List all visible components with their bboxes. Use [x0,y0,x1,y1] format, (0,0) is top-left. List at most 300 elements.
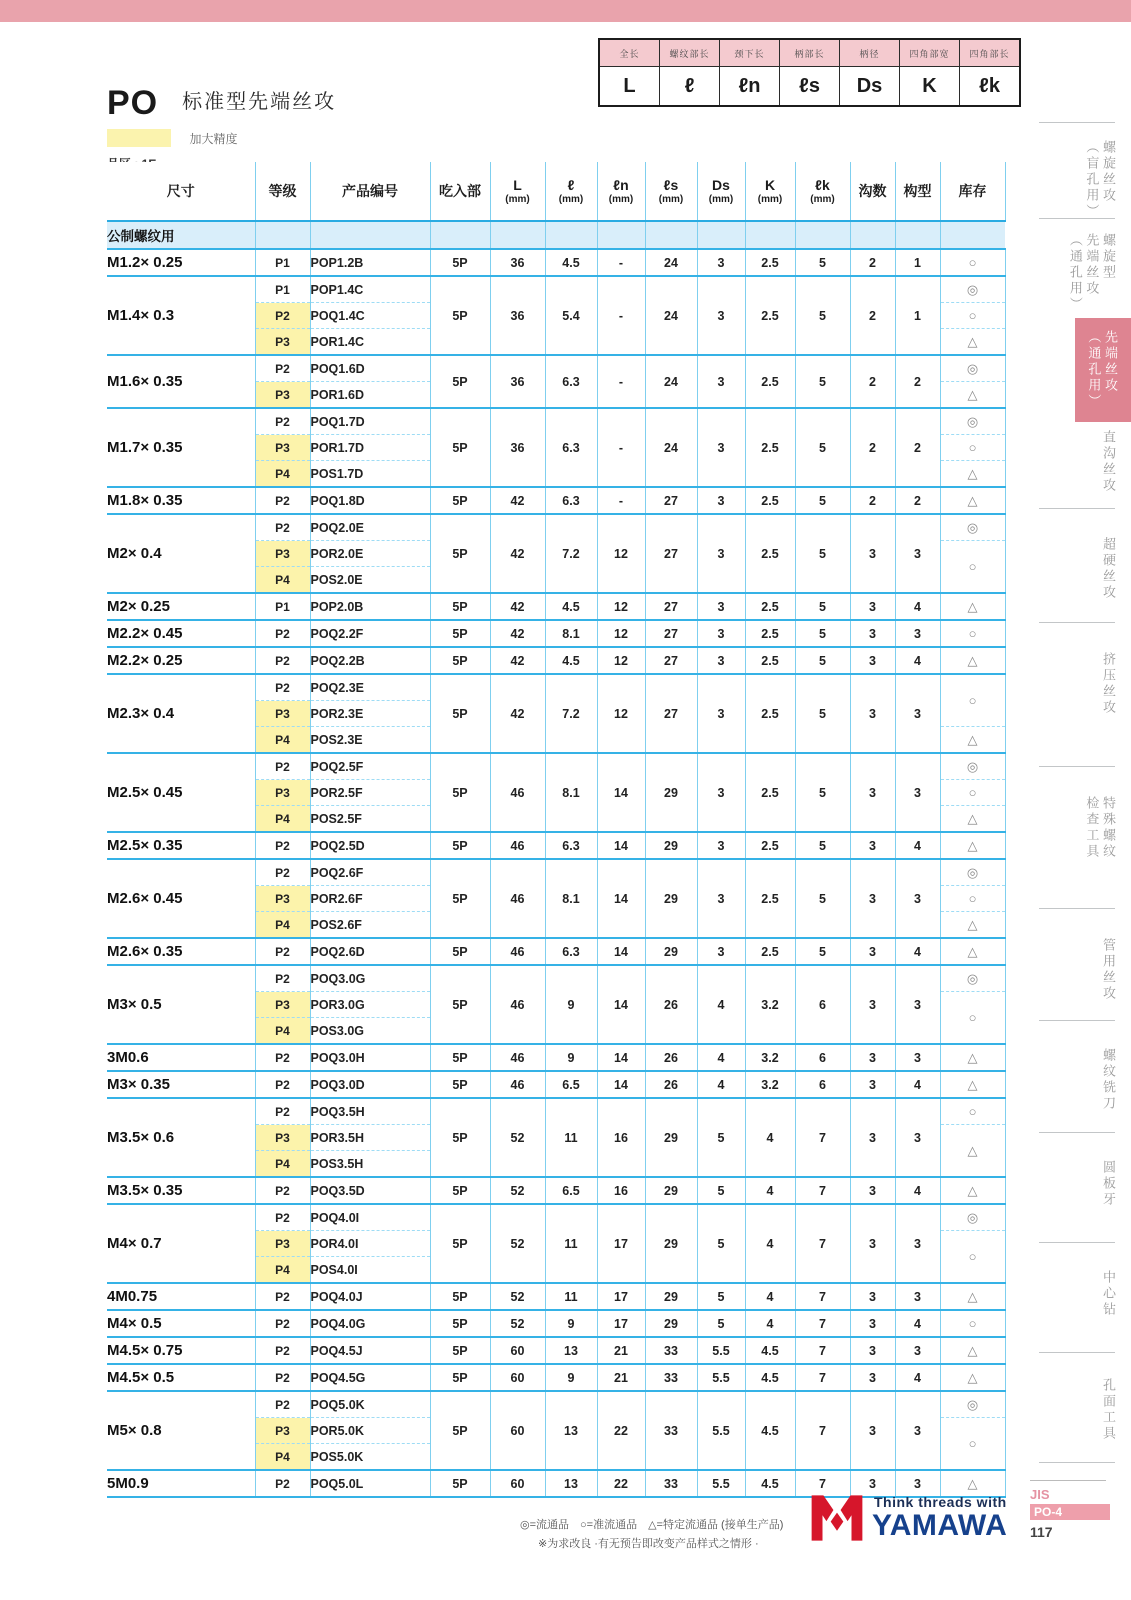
value-cell: 8.1 [545,753,597,832]
value-cell: 27 [645,487,697,514]
stock-symbol: △ [940,1071,1005,1098]
legend-label: 柄部长 [780,39,840,67]
value-cell: 9 [545,1364,597,1391]
sidebar-divider [1039,1242,1115,1243]
table-row [107,859,1005,886]
value-cell: 27 [645,674,697,753]
product-code-cell: POR3.5H [310,1125,430,1151]
value-cell: 6.3 [545,487,597,514]
sidebar-divider [1039,1352,1115,1353]
sidebar-tab-12 [1099,1378,1117,1442]
product-code-cell: POS5.0K [310,1444,430,1471]
value-cell: 5P [430,647,490,674]
value-cell: 5 [795,647,850,674]
value-cell: 46 [490,859,545,938]
table-row [107,514,1005,541]
value-cell: 5.5 [697,1391,745,1470]
grade-cell: P2 [255,647,310,674]
product-code-cell: POR3.0G [310,992,430,1018]
value-cell: 3 [697,514,745,593]
section-cell [430,221,490,249]
value-cell: 4 [745,1177,795,1204]
spec-table-body [107,221,1005,1497]
value-cell: 14 [597,753,645,832]
value-cell: 5 [795,276,850,355]
stock-symbol: ○ [940,303,1005,329]
value-cell: 2 [895,355,940,408]
value-cell: 5 [697,1283,745,1310]
dimension-legend-table [598,38,1021,107]
value-cell: 33 [645,1391,697,1470]
stock-symbol: ○ [940,541,1005,594]
value-cell: 2.5 [745,355,795,408]
stock-symbol: △ [940,647,1005,674]
value-cell: 2.5 [745,487,795,514]
stock-symbol: ◎ [940,408,1005,435]
value-cell: 7 [795,1204,850,1283]
grade-cell: P3 [255,1231,310,1257]
value-cell: 14 [597,938,645,965]
value-cell: 4 [745,1310,795,1337]
sidebar-tab-text: 先端丝攻 [1103,330,1118,394]
value-cell: 3 [850,1364,895,1391]
size-cell: 3M0.6 [107,1044,255,1071]
value-cell: 5P [430,1391,490,1470]
product-code-cell: POQ2.6F [310,859,430,886]
sidebar-tab-text: 圆板牙 [1101,1160,1116,1208]
column-header [850,162,895,221]
table-row [107,1364,1005,1391]
grade-cell: P2 [255,859,310,886]
value-cell: 42 [490,593,545,620]
value-cell: 2 [850,249,895,276]
table-row [107,1044,1005,1071]
value-cell: 6.5 [545,1177,597,1204]
section-cell [850,221,895,249]
size-cell: M1.2× 0.25 [107,249,255,276]
sidebar-tab-4 [1099,430,1117,494]
section-cell: 公制螺纹用 [107,221,255,249]
grade-cell: P4 [255,1444,310,1471]
size-cell: M2.3× 0.4 [107,674,255,753]
value-cell: 4 [895,1310,940,1337]
column-header-label: 尺寸 [166,183,195,199]
value-cell: 24 [645,408,697,487]
value-cell: 7 [795,1391,850,1470]
value-cell: 26 [645,1044,697,1071]
value-cell: 9 [545,1044,597,1071]
value-cell: 3 [850,1391,895,1470]
value-cell: 5P [430,832,490,859]
value-cell: 4 [895,832,940,859]
value-cell: 3.2 [745,1044,795,1071]
value-cell: 46 [490,1044,545,1071]
value-cell: 4 [745,1204,795,1283]
page-title: 标准型先端丝攻 [182,91,337,113]
sidebar-divider [1039,508,1115,509]
sidebar-tab-text: （通孔用） [1067,233,1083,313]
value-cell: 12 [597,593,645,620]
value-cell: 7.2 [545,674,597,753]
sidebar-divider [1039,908,1115,909]
value-cell: 6.3 [545,355,597,408]
value-cell: 14 [597,965,645,1044]
stock-legend-note [520,1516,820,1553]
value-cell: 3 [697,859,745,938]
value-cell: 4.5 [545,249,597,276]
product-code-cell: POQ2.5D [310,832,430,859]
sidebar-divider [1039,622,1115,623]
table-row [107,832,1005,859]
size-cell: M2.6× 0.35 [107,938,255,965]
size-cell: M2.2× 0.25 [107,647,255,674]
sidebar-tab-text: 特殊螺纹 [1101,796,1116,860]
value-cell: 42 [490,620,545,647]
legend-label: 颈下长 [720,39,780,67]
column-header-label: ℓ [567,177,575,193]
grade-cell: P3 [255,1125,310,1151]
value-cell: 5P [430,1204,490,1283]
value-cell: 3 [850,1177,895,1204]
size-cell: 5M0.9 [107,1470,255,1497]
section-cell [940,221,1005,249]
value-cell: 29 [645,753,697,832]
value-cell: 9 [545,965,597,1044]
value-cell: 5.5 [697,1337,745,1364]
size-cell: M3× 0.5 [107,965,255,1044]
value-cell: 36 [490,408,545,487]
sidebar-tab-text: 孔面工具 [1101,1378,1116,1442]
size-cell: M1.7× 0.35 [107,408,255,487]
product-code-cell: POQ3.0H [310,1044,430,1071]
value-cell: 5P [430,1364,490,1391]
value-cell: 2.5 [745,647,795,674]
grade-cell: P4 [255,461,310,488]
column-header [745,162,795,221]
value-cell: 5P [430,355,490,408]
value-cell: 21 [597,1364,645,1391]
value-cell: 29 [645,1310,697,1337]
legend-label: 螺纹部长 [660,39,720,67]
value-cell: 60 [490,1470,545,1497]
column-header [545,162,597,221]
stock-symbol: ○ [940,992,1005,1045]
value-cell: 22 [597,1391,645,1470]
value-cell: 4 [697,1044,745,1071]
size-cell: M3.5× 0.35 [107,1177,255,1204]
value-cell: 12 [597,647,645,674]
product-code-cell: POQ2.2B [310,647,430,674]
value-cell: 42 [490,647,545,674]
size-cell: M2.5× 0.35 [107,832,255,859]
value-cell: 5 [795,753,850,832]
value-cell: 2 [895,408,940,487]
value-cell: 52 [490,1177,545,1204]
grade-cell: P4 [255,912,310,939]
brand-block [808,1488,1023,1550]
grade-cell: P3 [255,382,310,409]
product-code-cell: POR2.0E [310,541,430,567]
legend-symbol: ℓ [660,67,720,107]
stock-symbol: ◎ [940,965,1005,992]
stock-symbol: △ [940,487,1005,514]
grade-cell: P1 [255,593,310,620]
stock-symbol: ◎ [940,859,1005,886]
stock-symbol: ◎ [940,1391,1005,1418]
column-header-unit: (mm) [558,194,584,205]
table-row [107,593,1005,620]
grade-cell: P2 [255,938,310,965]
product-code-cell: POR5.0K [310,1418,430,1444]
product-code-cell: POR4.0I [310,1231,430,1257]
value-cell: 14 [597,832,645,859]
column-header-unit: (mm) [810,194,835,205]
value-cell: 33 [645,1470,697,1497]
value-cell: 24 [645,355,697,408]
column-header [940,162,1005,221]
table-row [107,1283,1005,1310]
column-header [895,162,940,221]
value-cell: 22 [597,1470,645,1497]
product-code-cell: POQ1.6D [310,355,430,382]
value-cell: 33 [645,1364,697,1391]
value-cell: 5P [430,965,490,1044]
value-cell: 5.4 [545,276,597,355]
improvement-note: ※为求改良 ·有无预告即改变产品样式之情形 · [538,1537,759,1550]
sidebar-divider [1039,1020,1115,1021]
value-cell: - [597,408,645,487]
column-header [107,162,255,221]
column-header-unit: (mm) [608,194,634,205]
value-cell: 5 [795,620,850,647]
spec-table [107,162,1006,1498]
value-cell: 3 [697,647,745,674]
value-cell: 16 [597,1098,645,1177]
table-row [107,938,1005,965]
value-cell: 6 [795,1071,850,1098]
column-header-unit: (mm) [708,194,734,205]
value-cell: 5P [430,593,490,620]
product-code-cell: POQ4.0J [310,1283,430,1310]
section-cell [795,221,850,249]
grade-cell: P2 [255,408,310,435]
value-cell: 3.2 [745,965,795,1044]
product-code-cell: POP1.2B [310,249,430,276]
sidebar-tab-text: 螺纹铣刀 [1101,1048,1116,1112]
value-cell: 3 [697,355,745,408]
value-cell: 3 [697,753,745,832]
value-cell: 3 [850,1310,895,1337]
value-cell: 3 [895,1204,940,1283]
stock-symbol: △ [940,382,1005,409]
value-cell: 5 [795,249,850,276]
stock-symbol: △ [940,938,1005,965]
table-row [107,1337,1005,1364]
value-cell: 3 [850,620,895,647]
value-cell: 4 [895,1364,940,1391]
value-cell: 2.5 [745,593,795,620]
stock-symbol: ◎ [940,355,1005,382]
legend-symbol: ℓs [780,67,840,107]
sidebar-tab-11 [1099,1270,1117,1318]
table-row [107,1204,1005,1231]
value-cell: 2 [895,487,940,514]
stock-symbol: △ [940,806,1005,833]
top-accent-bar [0,0,1131,22]
value-cell: 3 [697,487,745,514]
table-row [107,1098,1005,1125]
product-code-cell: POR1.6D [310,382,430,409]
grade-cell: P1 [255,276,310,303]
grade-cell: P3 [255,329,310,356]
value-cell: 3 [850,1071,895,1098]
stock-symbol: ◎ [940,276,1005,303]
value-cell: 5P [430,487,490,514]
grade-cell: P2 [255,1044,310,1071]
sidebar-tab-10 [1099,1160,1117,1208]
value-cell: 24 [645,249,697,276]
grade-cell: P2 [255,1310,310,1337]
stock-symbol: ○ [940,886,1005,912]
value-cell: 3 [850,1098,895,1177]
value-cell: 21 [597,1337,645,1364]
value-cell: 5.5 [697,1470,745,1497]
value-cell: 3 [850,1470,895,1497]
value-cell: 5 [795,408,850,487]
product-code-cell: POS2.0E [310,567,430,594]
value-cell: 4 [895,593,940,620]
value-cell: 46 [490,753,545,832]
stock-symbol: ◎ [940,1204,1005,1231]
value-cell: 4.5 [745,1391,795,1470]
section-row [107,221,1005,249]
value-cell: 5P [430,1470,490,1497]
grade-cell: P2 [255,1283,310,1310]
grade-cell: P4 [255,727,310,754]
value-cell: 11 [545,1283,597,1310]
value-cell: 5.5 [697,1364,745,1391]
sidebar-tab-text: 螺旋丝攻 [1101,140,1116,204]
grade-cell: P2 [255,965,310,992]
size-cell: M4× 0.5 [107,1310,255,1337]
value-cell: 16 [597,1177,645,1204]
product-code-cell: POQ3.5D [310,1177,430,1204]
value-cell: 4.5 [745,1337,795,1364]
section-cell [255,221,310,249]
legend-label: 全长 [599,39,660,67]
grade-cell: P4 [255,1257,310,1284]
value-cell: 4 [895,1177,940,1204]
stock-symbol: △ [940,832,1005,859]
value-cell: 4.5 [545,593,597,620]
value-cell: 3 [850,1204,895,1283]
column-header [490,162,545,221]
grade-cell: P2 [255,1204,310,1231]
value-cell: 2 [850,408,895,487]
value-cell: 36 [490,276,545,355]
product-code-cell: POQ2.6D [310,938,430,965]
size-cell: M2× 0.25 [107,593,255,620]
product-code-cell: POS2.6F [310,912,430,939]
legend-symbol: Ds [840,67,900,107]
table-row [107,276,1005,303]
column-header [697,162,745,221]
title-block [107,84,336,172]
value-cell: 4.5 [745,1470,795,1497]
section-cell [895,221,940,249]
highlight-swatch [107,129,171,147]
section-cell [697,221,745,249]
grade-cell: P4 [255,567,310,594]
section-cell [310,221,430,249]
value-cell: 5 [795,593,850,620]
value-cell: 5 [697,1310,745,1337]
table-row [107,1391,1005,1418]
grade-cell: P4 [255,1151,310,1178]
value-cell: 36 [490,249,545,276]
stock-symbol: ○ [940,1098,1005,1125]
column-header-label: K [764,177,776,193]
value-cell: 3 [895,859,940,938]
page-number: 117 [1030,1524,1053,1540]
sidebar-tab-text: 检查工具 [1084,796,1100,860]
column-header-label: ℓk [815,177,830,193]
size-cell: M4.5× 0.5 [107,1364,255,1391]
grade-cell: P2 [255,1098,310,1125]
grade-cell: P2 [255,1177,310,1204]
stock-symbol: △ [940,912,1005,939]
value-cell: 3 [697,276,745,355]
value-cell: 5 [795,938,850,965]
value-cell: 5P [430,753,490,832]
grade-cell: P2 [255,1364,310,1391]
column-header [795,162,850,221]
value-cell: 7 [795,1337,850,1364]
size-cell: M4.5× 0.75 [107,1337,255,1364]
product-code-cell: POR1.7D [310,435,430,461]
sidebar-tab-text: （通孔用） [1086,330,1102,410]
value-cell: 46 [490,965,545,1044]
sidebar-tab-text: 先端丝攻 [1084,233,1100,297]
product-code-cell: POQ4.0I [310,1204,430,1231]
sidebar-tab-3 [1075,318,1131,422]
value-cell: 3 [850,1044,895,1071]
stock-symbol: △ [940,1177,1005,1204]
stock-symbol: △ [940,1125,1005,1178]
size-cell: M2.6× 0.45 [107,859,255,938]
table-row [107,965,1005,992]
value-cell: 9 [545,1310,597,1337]
size-cell: M1.6× 0.35 [107,355,255,408]
column-header-label: Ds [712,177,730,193]
stock-symbol: △ [940,1337,1005,1364]
grade-cell: P1 [255,249,310,276]
column-header-label: 库存 [958,183,987,199]
value-cell: 3 [895,674,940,753]
value-cell: 3 [697,408,745,487]
value-cell: - [597,355,645,408]
value-cell: 3 [895,1337,940,1364]
product-code-cell: POQ2.5F [310,753,430,780]
product-code-cell: POQ4.5J [310,1337,430,1364]
stock-symbol: ○ [940,1418,1005,1471]
column-header-label: L [513,177,522,193]
grade-cell: P2 [255,674,310,701]
table-row [107,249,1005,276]
product-code-cell: POQ2.0E [310,514,430,541]
value-cell: 6 [795,965,850,1044]
product-code-cell: POS3.5H [310,1151,430,1178]
